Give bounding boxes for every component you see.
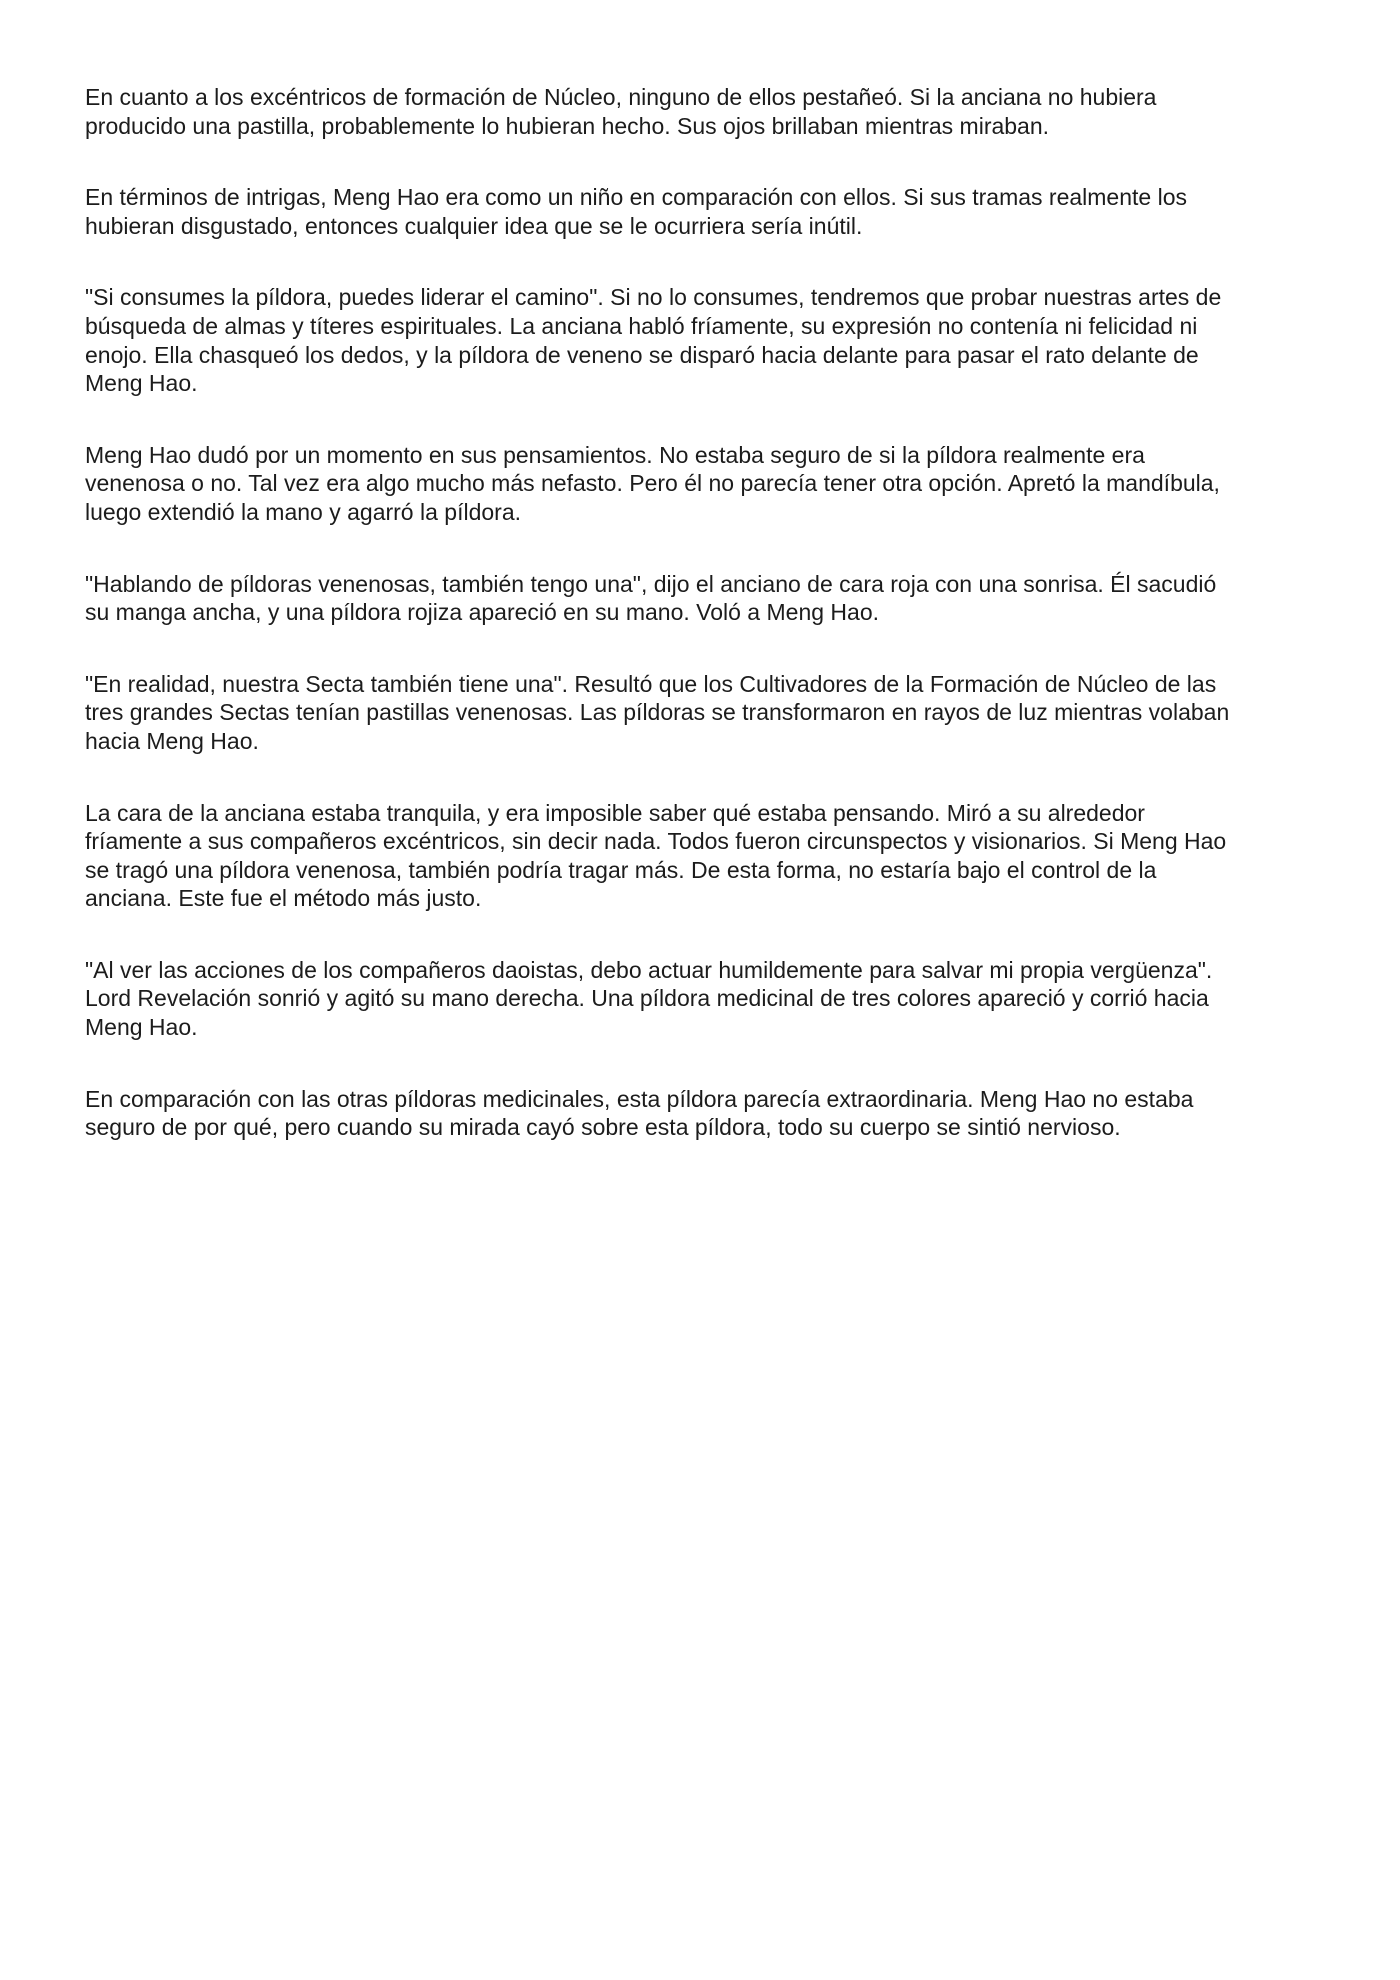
paragraph-3: "Si consumes la píldora, puedes liderar el camino". Si no lo consumes, tendremos que probar nuestras artes de búsqueda de almas y títeres espirituales. La anciana habló fríamente, su expresión no contenía ni felicidad ni enojo. Ella chasqueó los dedos, y la píldora de veneno se disparó hacia delante para pasar el rato delante de Meng Hao. (85, 284, 1222, 397)
paragraph-9: En comparación con las otras píldoras medicinales, esta píldora parecía extraordinaria. Meng Hao no estaba seguro de por qué, pero cuando su mirada cayó sobre esta píldora, todo su cuerpo se sintió nervioso. (85, 1085, 1194, 1141)
paragraph-6: "En realidad, nuestra Secta también tiene una". Resultó que los Cultivadores de la Formación de Núcleo de las tres grandes Sectas tenían pastillas venenosas. Las píldoras se transformaron en rayos de luz mientras volaban hacia Meng Hao. (85, 670, 1230, 754)
paragraph-5: "Hablando de píldoras venenosas, también tengo una", dijo el anciano de cara roja con una sonrisa. Él sacudió su manga ancha, y una píldora rojiza apareció en su mano. Voló a Meng Hao. (85, 570, 1217, 626)
paragraph-4: Meng Hao dudó por un momento en sus pensamientos. No estaba seguro de si la píldora realmente era venenosa o no. Tal vez era algo mucho más nefasto. Pero él no parecía tener otra opción. Apretó la mandíbula, luego extendió la mano y agarró la píldora. (85, 441, 1220, 525)
paragraph-8: "Al ver las acciones de los compañeros daoistas, debo actuar humildemente para salvar mi propia vergüenza". Lord Revelación sonrió y agitó su mano derecha. Una píldora medicinal de tres colores apareció y corrió hacia Meng Hao. (85, 956, 1213, 1041)
paragraph-7: La cara de la anciana estaba tranquila, y era imposible saber qué estaba pensando. Miró a su alrededor fríamente a sus compañeros excéntricos, sin decir nada. Todos fueron circunspectos y visionarios. Si Meng Hao se tragó una píldora venenosa, también podría tragar más. De esta forma, no estaría bajo el control de la anciana. Este fue el método más justo. (85, 799, 1227, 912)
paragraph-1: En cuanto a los excéntricos de formación de Núcleo, ninguno de ellos pestañeó. Si la anciana no hubiera producido una pastilla, probablemente lo hubieran hecho. Sus ojos brillaban mientras miraban. (85, 84, 1157, 139)
paragraph-2: En términos de intrigas, Meng Hao era como un niño en comparación con ellos. Si sus tramas realmente los hubieran disgustado, entonces cualquier idea que se le ocurriera sería inútil. (85, 184, 1187, 239)
